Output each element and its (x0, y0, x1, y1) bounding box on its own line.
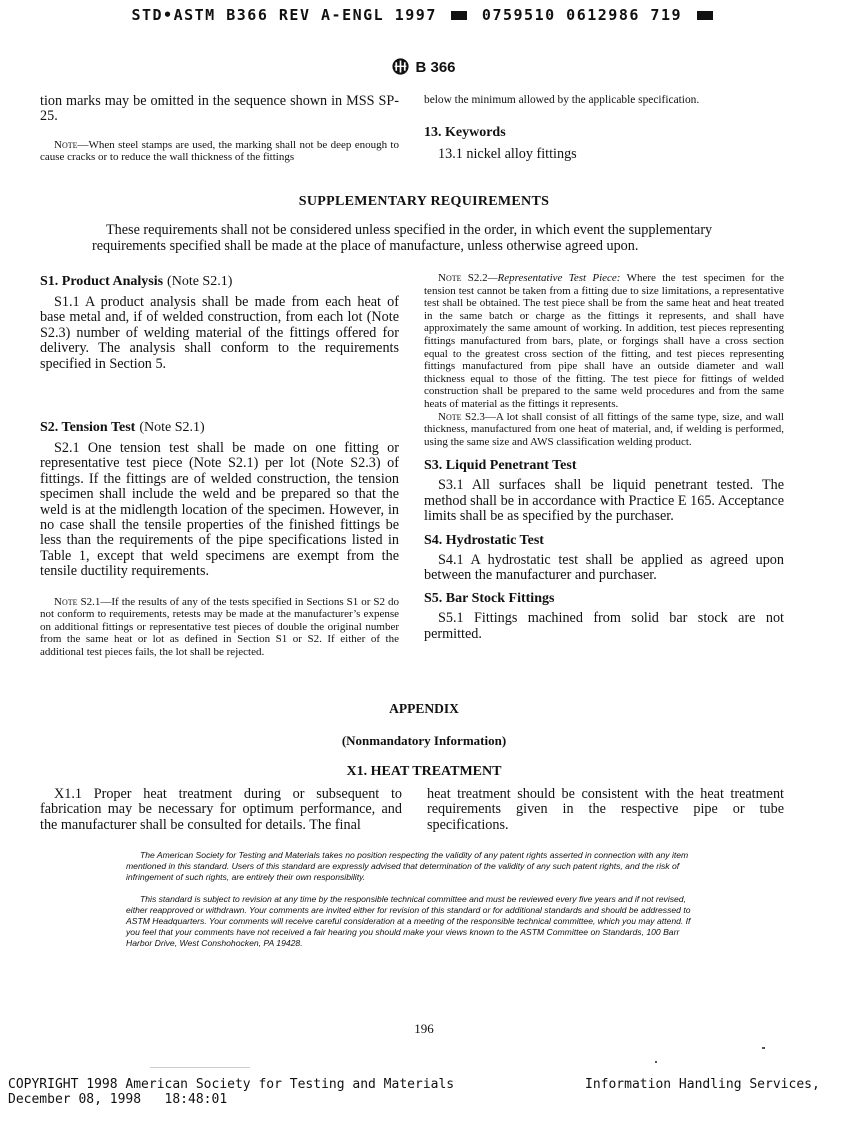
appendix-title: APPENDIX (389, 701, 459, 716)
footer-provider: Information Handling Services, (585, 1077, 820, 1092)
header-designation: STD•ASTM B366 REV A-ENGL 1997 (131, 6, 437, 24)
x1-heading: X1. HEAT TREATMENT (346, 764, 502, 779)
supplementary-intro: These requirements shall not be considered unless specified in the order, in which event the supplementary requirements specified shall be made at the place of manufacture, unless otherwise agreed upon. (92, 222, 713, 254)
footer-copyright: COPYRIGHT 1998 American Society for Testing and Materials (8, 1077, 455, 1092)
s5-text: S5.1 Fittings machined from solid bar stock are not permitted. (424, 610, 784, 642)
supplementary-title: SUPPLEMENTARY REQUIREMENTS (298, 194, 550, 209)
scan-rule (150, 1067, 250, 1068)
patent-notice: The American Society for Testing and Materials takes no position respecting the validity of any patent rights asserted in connection with any item mentioned in this standard. Users of this standard are expressly advised that determination of the validity of any such patent rights, and the risk of infringement of such rights, are entirely their own responsibility. (126, 850, 689, 883)
scan-speck (762, 1047, 765, 1049)
s3-heading: S3. Liquid Penetrant Test (424, 458, 577, 474)
astm-notices (126, 850, 706, 950)
s4-heading: S4. Hydrostatic Test (424, 532, 544, 548)
note-s2-2: Note S2.2—Representative Test Piece: Where the test specimen for the tension test cannot be taken from a fitting due to size limitations, a representative test shall be obtained. The test piece shall be from the same heat and heat treated in the same batch or charge as the fittings it represents, and shall have approximately the same amount of working. In addition, test pieces representing fittings manufactured from bars, plate, or forgings shall have a cross section equal to the greatest cross section of the fitting, and test pieces representing fittings manufactured from pipe shall have an outside diameter and wall thickness equal to those of the fitting. The test piece for fittings of welded construction shall be prepared to the same weld procedures and from the same heats of material as the fittings it represents. (424, 272, 784, 410)
document-header (0, 6, 848, 24)
revision-notice: This standard is subject to revision at any time by the responsible technical committee and must be reviewed every five years and if not revised, either reapproved or withdrawn. Your comments are invited either for revision of this standard or for additional standards and should be addressed to ASTM Headquarters. Your comments will receive careful consideration at a meeting of the responsible technical committee, which you may attend. If you feel that your comments have not received a fair hearing you should make your views known to the ASTM Committee on Standards, 100 Barr Harbor Drive, West Conshohocken, PA 19428. (126, 893, 691, 949)
keywords-text: 13.1 nickel alloy fittings (438, 145, 577, 162)
standard-designation: B 366 (415, 59, 456, 76)
marking-note: Note—When steel stamps are used, the marking shall not be deep enough to cause cracks or to reduce the wall thickness of the fittings (40, 138, 399, 164)
page-logo (0, 58, 848, 76)
note-s2-3: Note S2.3—A lot shall consist of all fittings of the same type, size, and wall thickness, manufactured from one heat of material, and, if welding is performed, using the same size and AWS classification welding product. (424, 410, 784, 448)
note-label: Note (54, 138, 78, 151)
x1-text-right: heat treatment should be consistent with the heat treatment requirements given in the respective pipe or tube specifications. (427, 786, 784, 833)
x1-left-column (40, 787, 402, 833)
scan-speck (655, 1061, 657, 1063)
appendix-subtitle: (Nonmandatory Information) (341, 733, 507, 748)
page-number: 196 (414, 1021, 434, 1036)
x1-right-column (427, 787, 784, 833)
top-right-column (424, 94, 784, 162)
right-column (424, 272, 784, 642)
specification-continuation: below the minimum allowed by the applicable specification. (424, 94, 700, 106)
footer-timestamp: December 08, 1998 18:48:01 (8, 1092, 228, 1107)
top-left-column (40, 94, 399, 164)
astm-logo-icon (392, 58, 409, 75)
x1-text-left: X1.1 Proper heat treatment during or subsequent to fabrication may be necessary for optimum performance, and the manufacturer shall be consulted for details. The final (40, 786, 402, 833)
header-block-mark (451, 11, 467, 20)
s4-text: S4.1 A hydrostatic test shall be applied as agreed upon between the manufacturer and purchaser. (424, 551, 784, 583)
s5-heading: S5. Bar Stock Fittings (424, 591, 555, 607)
keywords-heading: 13. Keywords (424, 124, 506, 140)
s2-text: S2.1 One tension test shall be made on one fitting or representative test piece (Note S2.1) per lot (Note S2.3) of fittings. If the fittings are of welded construction, the tension specimen shall include the weld and be prepared so that the weld is at the midlength location of the specimen. However, in no case shall the tensile properties of the finished fittings be less than the requirements of the pipe specifications listed in Table 1, except that weld specimens are exempt from the tensile ductility requirements. (40, 440, 399, 580)
marking-paragraph: tion marks may be omitted in the sequence shown in MSS SP-25. (40, 93, 399, 125)
s1-text: S1.1 A product analysis shall be made from each heat of base metal and, if of welded construction, from each lot (Note S2.3) number of welding material of the fittings offered for delivery. The analysis shall conform to the requirements specified in Section 5. (40, 294, 399, 372)
s3-text: S3.1 All surfaces shall be liquid penetrant tested. The method shall be in accordance with Practice E 165. Acceptance limits shall be as specified by the purchaser. (424, 477, 784, 525)
left-column (40, 272, 399, 659)
header-code: 0759510 0612986 719 (481, 6, 683, 24)
header-block-mark (697, 11, 713, 20)
note-s2-1: Note S2.1—If the results of any of the tests specified in Sections S1 or S2 do not conform to requirements, retests may be made at the manufacturer’s expense on additional fittings or representative test pieces of double the original number from the same heat or lot as defined in Section S1 or S2. If either of the additional test pieces fails, the lot shall be rejected. (40, 595, 399, 659)
s2-heading: S2. Tension Test (Note S2.1) (40, 420, 205, 436)
s1-heading: S1. Product Analysis (Note S2.1) (40, 274, 233, 289)
